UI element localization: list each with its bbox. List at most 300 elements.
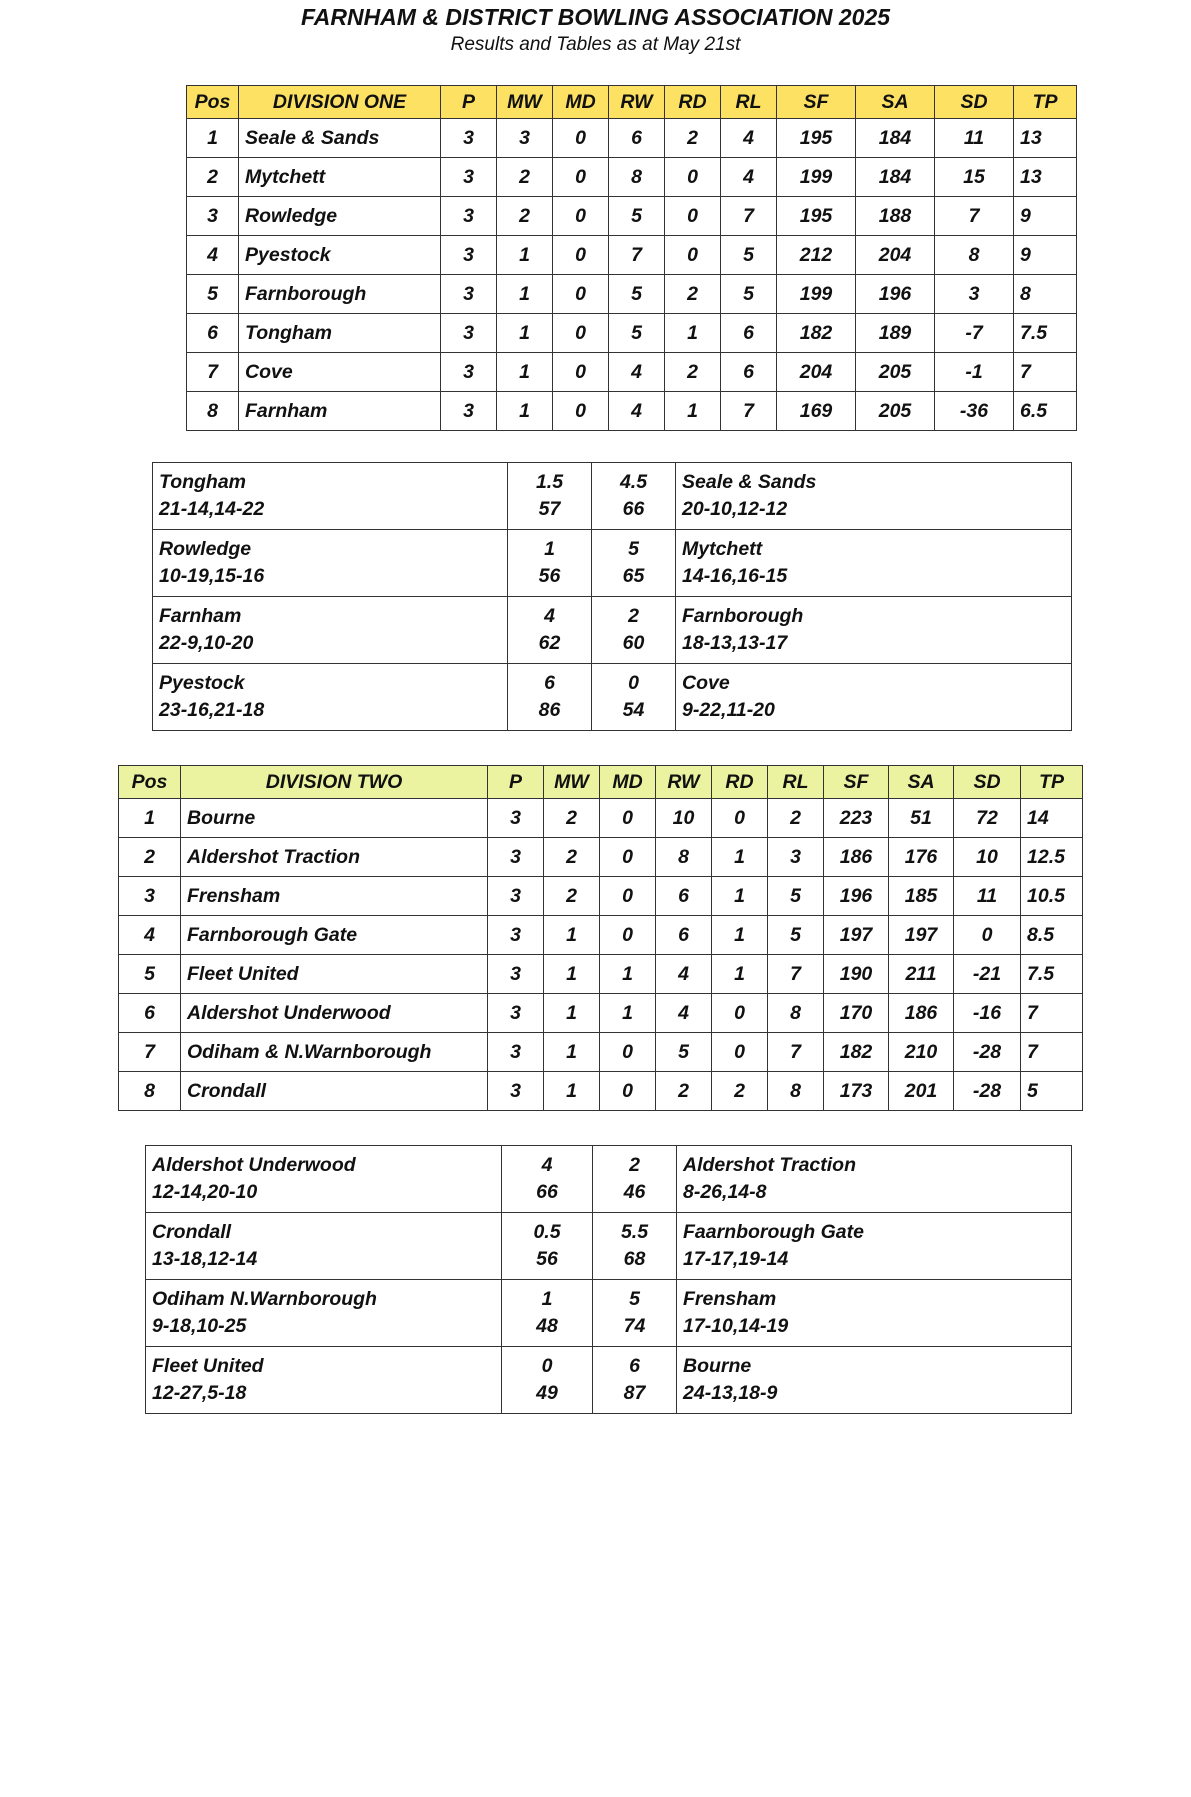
column-header: RW <box>656 766 712 799</box>
home-team-name: Aldershot Underwood <box>152 1154 356 1176</box>
sa-cell: 204 <box>856 236 935 275</box>
sd-cell: 7 <box>935 197 1014 236</box>
away-points-cell <box>593 1146 677 1213</box>
rw-cell: 5 <box>609 275 665 314</box>
home-team-name: Farnham <box>159 605 242 627</box>
rw-cell: 2 <box>656 1072 712 1111</box>
rd-cell: 0 <box>665 197 721 236</box>
home-team-name: Crondall <box>152 1221 232 1243</box>
home-shots: 56 <box>536 1248 558 1270</box>
team-cell: Rowledge <box>239 197 441 236</box>
away-rink-scores: 17-17,19-14 <box>683 1248 789 1270</box>
away-shots: 87 <box>623 1382 646 1404</box>
division-one-table <box>186 85 1077 431</box>
team-cell: Farnham <box>239 392 441 431</box>
mw-cell: 2 <box>544 799 600 838</box>
home-shots: 49 <box>536 1382 558 1404</box>
mw-cell: 1 <box>544 1033 600 1072</box>
away-team-cell <box>676 530 1072 597</box>
rl-cell: 5 <box>768 877 824 916</box>
away-team-name: Faarnborough Gate <box>683 1221 864 1243</box>
away-shots: 46 <box>623 1181 646 1203</box>
played-cell: 3 <box>441 275 497 314</box>
rl-cell: 6 <box>721 353 777 392</box>
sf-cell: 195 <box>777 197 856 236</box>
team-cell: Farnborough Gate <box>181 916 488 955</box>
tp-cell: 7.5 <box>1014 314 1077 353</box>
rl-cell: 4 <box>721 119 777 158</box>
column-header: P <box>441 86 497 119</box>
pos-cell: 8 <box>187 392 239 431</box>
sf-cell: 196 <box>824 877 889 916</box>
sf-cell: 169 <box>777 392 856 431</box>
away-team-name: Seale & Sands <box>682 471 817 493</box>
rw-cell: 10 <box>656 799 712 838</box>
rw-cell: 4 <box>656 994 712 1033</box>
sa-cell: 201 <box>889 1072 954 1111</box>
result-row <box>146 1280 1072 1347</box>
sd-cell: 11 <box>935 119 1014 158</box>
mw-cell: 1 <box>497 392 553 431</box>
away-shots: 66 <box>622 498 645 520</box>
sd-cell: -36 <box>935 392 1014 431</box>
played-cell: 3 <box>441 353 497 392</box>
played-cell: 3 <box>441 197 497 236</box>
page-subtitle: Results and Tables as at May 21st <box>450 34 741 55</box>
column-header: SD <box>935 86 1014 119</box>
sa-cell: 211 <box>889 955 954 994</box>
rl-cell: 2 <box>768 799 824 838</box>
column-header: Pos <box>187 86 239 119</box>
sa-cell: 186 <box>889 994 954 1033</box>
away-team-cell <box>676 463 1072 530</box>
rw-cell: 8 <box>656 838 712 877</box>
away-team-cell <box>677 1347 1072 1414</box>
home-rink-scores: 12-27,5-18 <box>152 1382 247 1404</box>
sf-cell: 223 <box>824 799 889 838</box>
sa-cell: 185 <box>889 877 954 916</box>
away-points: 2 <box>629 1154 640 1176</box>
played-cell: 3 <box>488 799 544 838</box>
rl-cell: 7 <box>768 1033 824 1072</box>
played-cell: 3 <box>441 236 497 275</box>
team-cell: Aldershot Underwood <box>181 994 488 1033</box>
tp-cell: 7 <box>1014 353 1077 392</box>
sa-cell: 205 <box>856 353 935 392</box>
column-header: Pos <box>119 766 181 799</box>
md-cell: 0 <box>600 1072 656 1111</box>
home-rink-scores: 12-14,20-10 <box>152 1181 258 1203</box>
column-header: RL <box>721 86 777 119</box>
pos-cell: 6 <box>187 314 239 353</box>
rl-cell: 3 <box>768 838 824 877</box>
team-cell: Aldershot Traction <box>181 838 488 877</box>
sd-cell: -28 <box>954 1033 1021 1072</box>
away-shots: 65 <box>622 565 645 587</box>
home-team-name: Odiham N.Warnborough <box>152 1288 377 1310</box>
table-header-row <box>119 766 1083 799</box>
tp-cell: 10.5 <box>1021 877 1083 916</box>
rw-cell: 6 <box>656 877 712 916</box>
rl-cell: 7 <box>721 197 777 236</box>
sf-cell: 190 <box>824 955 889 994</box>
rd-cell: 2 <box>712 1072 768 1111</box>
tp-cell: 8.5 <box>1021 916 1083 955</box>
home-team-cell <box>146 1213 502 1280</box>
away-shots: 74 <box>623 1315 646 1337</box>
away-points-cell <box>592 664 676 731</box>
md-cell: 1 <box>600 994 656 1033</box>
table-row <box>187 275 1077 314</box>
result-row <box>153 664 1072 731</box>
mw-cell: 3 <box>497 119 553 158</box>
sd-cell: 8 <box>935 236 1014 275</box>
home-team-cell <box>146 1280 502 1347</box>
sd-cell: -21 <box>954 955 1021 994</box>
rd-cell: 1 <box>665 314 721 353</box>
rw-cell: 4 <box>609 392 665 431</box>
sd-cell: -7 <box>935 314 1014 353</box>
sd-cell: -1 <box>935 353 1014 392</box>
column-header: TP <box>1021 766 1083 799</box>
away-rink-scores: 24-13,18-9 <box>683 1382 778 1404</box>
away-points-cell <box>592 530 676 597</box>
pos-cell: 2 <box>187 158 239 197</box>
pos-cell: 8 <box>119 1072 181 1111</box>
rl-cell: 5 <box>768 916 824 955</box>
sd-cell: -16 <box>954 994 1021 1033</box>
result-row <box>153 597 1072 664</box>
away-team-name: Farnborough <box>682 605 804 627</box>
pos-cell: 7 <box>119 1033 181 1072</box>
away-team-name: Frensham <box>683 1288 777 1310</box>
pos-cell: 3 <box>187 197 239 236</box>
pos-cell: 5 <box>119 955 181 994</box>
home-points-cell <box>502 1280 593 1347</box>
away-points: 4.5 <box>619 471 648 493</box>
rw-cell: 4 <box>609 353 665 392</box>
team-cell: Bourne <box>181 799 488 838</box>
home-points-cell <box>508 463 592 530</box>
away-points-cell <box>593 1347 677 1414</box>
rd-cell: 0 <box>712 994 768 1033</box>
home-rink-scores: 22-9,10-20 <box>159 632 254 654</box>
away-team-name: Bourne <box>683 1355 752 1377</box>
home-team-cell <box>153 530 508 597</box>
pos-cell: 6 <box>119 994 181 1033</box>
home-rink-scores: 13-18,12-14 <box>152 1248 258 1270</box>
rd-cell: 1 <box>712 955 768 994</box>
page-title: FARNHAM & DISTRICT BOWLING ASSOCIATION 2025 <box>300 4 891 30</box>
home-rink-scores: 23-16,21-18 <box>159 699 265 721</box>
away-rink-scores: 14-16,16-15 <box>682 565 788 587</box>
table-row <box>187 158 1077 197</box>
column-header: SD <box>954 766 1021 799</box>
away-points-cell <box>592 463 676 530</box>
rw-cell: 4 <box>656 955 712 994</box>
column-header: RL <box>768 766 824 799</box>
rw-cell: 6 <box>609 119 665 158</box>
pos-cell: 2 <box>119 838 181 877</box>
home-shots: 57 <box>538 498 561 520</box>
away-points-cell <box>593 1213 677 1280</box>
column-header: RD <box>712 766 768 799</box>
played-cell: 3 <box>488 877 544 916</box>
away-points: 5.5 <box>620 1221 649 1243</box>
table-row <box>187 392 1077 431</box>
column-header: SA <box>856 86 935 119</box>
played-cell: 3 <box>441 119 497 158</box>
tp-cell: 7 <box>1021 1033 1083 1072</box>
result-row <box>146 1347 1072 1414</box>
md-cell: 0 <box>553 314 609 353</box>
sf-cell: 212 <box>777 236 856 275</box>
column-header: DIVISION ONE <box>239 86 441 119</box>
division-two-table <box>118 765 1083 1111</box>
rl-cell: 6 <box>721 314 777 353</box>
rd-cell: 2 <box>665 353 721 392</box>
home-points: 1.5 <box>535 471 564 493</box>
sd-cell: 11 <box>954 877 1021 916</box>
md-cell: 0 <box>553 236 609 275</box>
home-team-name: Tongham <box>159 471 247 493</box>
played-cell: 3 <box>488 1072 544 1111</box>
pos-cell: 1 <box>119 799 181 838</box>
result-row <box>153 530 1072 597</box>
rl-cell: 7 <box>721 392 777 431</box>
away-team-cell <box>677 1280 1072 1347</box>
table-row <box>119 1072 1083 1111</box>
away-shots: 54 <box>622 699 645 721</box>
sd-cell: -28 <box>954 1072 1021 1111</box>
mw-cell: 1 <box>544 916 600 955</box>
away-points: 6 <box>629 1355 640 1377</box>
division-one-results <box>152 462 1072 731</box>
rl-cell: 5 <box>721 275 777 314</box>
played-cell: 3 <box>488 1033 544 1072</box>
home-points-cell <box>502 1146 593 1213</box>
played-cell: 3 <box>488 916 544 955</box>
rl-cell: 8 <box>768 994 824 1033</box>
home-shots: 66 <box>536 1181 558 1203</box>
rd-cell: 1 <box>712 877 768 916</box>
home-points: 4 <box>544 605 555 627</box>
sa-cell: 188 <box>856 197 935 236</box>
away-rink-scores: 9-22,11-20 <box>682 699 775 721</box>
mw-cell: 1 <box>497 314 553 353</box>
mw-cell: 2 <box>497 158 553 197</box>
rd-cell: 0 <box>665 158 721 197</box>
column-header: RW <box>609 86 665 119</box>
md-cell: 0 <box>553 353 609 392</box>
column-header: MD <box>553 86 609 119</box>
md-cell: 0 <box>553 119 609 158</box>
rd-cell: 1 <box>665 392 721 431</box>
home-points-cell <box>508 664 592 731</box>
md-cell: 0 <box>600 799 656 838</box>
team-cell: Frensham <box>181 877 488 916</box>
mw-cell: 1 <box>544 955 600 994</box>
table-row <box>187 353 1077 392</box>
md-cell: 0 <box>553 392 609 431</box>
md-cell: 0 <box>600 916 656 955</box>
rd-cell: 2 <box>665 119 721 158</box>
sf-cell: 197 <box>824 916 889 955</box>
md-cell: 0 <box>553 275 609 314</box>
away-rink-scores: 18-13,13-17 <box>682 632 788 654</box>
sa-cell: 184 <box>856 158 935 197</box>
rw-cell: 5 <box>609 314 665 353</box>
sa-cell: 197 <box>889 916 954 955</box>
away-rink-scores: 17-10,14-19 <box>683 1315 789 1337</box>
mw-cell: 1 <box>497 353 553 392</box>
sf-cell: 195 <box>777 119 856 158</box>
away-team-cell <box>677 1146 1072 1213</box>
mw-cell: 2 <box>544 877 600 916</box>
sf-cell: 199 <box>777 275 856 314</box>
away-rink-scores: 20-10,12-12 <box>682 498 788 520</box>
rl-cell: 8 <box>768 1072 824 1111</box>
pos-cell: 5 <box>187 275 239 314</box>
sf-cell: 186 <box>824 838 889 877</box>
result-row <box>146 1146 1072 1213</box>
away-points-cell <box>592 597 676 664</box>
md-cell: 0 <box>600 1033 656 1072</box>
tp-cell: 12.5 <box>1021 838 1083 877</box>
home-points-cell <box>502 1347 593 1414</box>
sd-cell: 3 <box>935 275 1014 314</box>
sf-cell: 182 <box>824 1033 889 1072</box>
home-points: 4 <box>541 1154 553 1176</box>
table-row <box>187 197 1077 236</box>
played-cell: 3 <box>488 994 544 1033</box>
pos-cell: 3 <box>119 877 181 916</box>
away-team-cell <box>677 1213 1072 1280</box>
team-cell: Seale & Sands <box>239 119 441 158</box>
home-points: 1 <box>541 1288 553 1310</box>
mw-cell: 1 <box>497 236 553 275</box>
md-cell: 0 <box>553 158 609 197</box>
column-header: MW <box>544 766 600 799</box>
column-header: MD <box>600 766 656 799</box>
home-points-cell <box>502 1213 593 1280</box>
table-header-row <box>187 86 1077 119</box>
away-shots: 60 <box>622 632 645 654</box>
rw-cell: 6 <box>656 916 712 955</box>
mw-cell: 2 <box>497 197 553 236</box>
column-header: SF <box>777 86 856 119</box>
column-header: MW <box>497 86 553 119</box>
away-points: 0 <box>628 672 639 694</box>
sf-cell: 170 <box>824 994 889 1033</box>
team-cell: Odiham & N.Warnborough <box>181 1033 488 1072</box>
mw-cell: 1 <box>544 994 600 1033</box>
sa-cell: 184 <box>856 119 935 158</box>
mw-cell: 1 <box>497 275 553 314</box>
mw-cell: 2 <box>544 838 600 877</box>
team-cell: Mytchett <box>239 158 441 197</box>
home-shots: 56 <box>538 565 561 587</box>
table-row <box>187 314 1077 353</box>
home-team-name: Pyestock <box>159 672 245 694</box>
sf-cell: 173 <box>824 1072 889 1111</box>
tp-cell: 7.5 <box>1021 955 1083 994</box>
team-cell: Farnborough <box>239 275 441 314</box>
home-team-cell <box>146 1347 502 1414</box>
played-cell: 3 <box>441 314 497 353</box>
tp-cell: 6.5 <box>1014 392 1077 431</box>
home-points: 0 <box>541 1355 553 1377</box>
tp-cell: 9 <box>1014 197 1077 236</box>
rd-cell: 2 <box>665 275 721 314</box>
rw-cell: 5 <box>609 197 665 236</box>
md-cell: 0 <box>600 838 656 877</box>
away-points-cell <box>593 1280 677 1347</box>
md-cell: 0 <box>553 197 609 236</box>
home-points-cell <box>508 597 592 664</box>
column-header: SF <box>824 766 889 799</box>
tp-cell: 5 <box>1021 1072 1083 1111</box>
tp-cell: 9 <box>1014 236 1077 275</box>
tp-cell: 7 <box>1021 994 1083 1033</box>
rd-cell: 1 <box>712 838 768 877</box>
table-row <box>187 119 1077 158</box>
column-header: DIVISION TWO <box>181 766 488 799</box>
home-team-name: Rowledge <box>159 538 252 560</box>
away-points: 5 <box>629 1288 640 1310</box>
table-row <box>187 236 1077 275</box>
table-row <box>119 994 1083 1033</box>
sd-cell: 15 <box>935 158 1014 197</box>
column-header: SA <box>889 766 954 799</box>
played-cell: 3 <box>488 955 544 994</box>
table-row <box>119 1033 1083 1072</box>
rd-cell: 0 <box>712 1033 768 1072</box>
rw-cell: 8 <box>609 158 665 197</box>
tp-cell: 14 <box>1021 799 1083 838</box>
rd-cell: 0 <box>712 799 768 838</box>
sa-cell: 210 <box>889 1033 954 1072</box>
result-row <box>153 463 1072 530</box>
md-cell: 1 <box>600 955 656 994</box>
sf-cell: 204 <box>777 353 856 392</box>
sd-cell: 10 <box>954 838 1021 877</box>
sf-cell: 182 <box>777 314 856 353</box>
table-row <box>119 838 1083 877</box>
column-header: RD <box>665 86 721 119</box>
played-cell: 3 <box>441 158 497 197</box>
home-shots: 62 <box>538 632 561 654</box>
pos-cell: 7 <box>187 353 239 392</box>
home-shots: 86 <box>538 699 561 721</box>
rl-cell: 5 <box>721 236 777 275</box>
team-cell: Crondall <box>181 1072 488 1111</box>
table-row <box>119 799 1083 838</box>
table-row <box>119 955 1083 994</box>
home-team-name: Fleet United <box>152 1355 264 1377</box>
table-row <box>119 916 1083 955</box>
away-team-cell <box>676 664 1072 731</box>
played-cell: 3 <box>488 838 544 877</box>
team-cell: Tongham <box>239 314 441 353</box>
home-points: 6 <box>544 672 555 694</box>
rd-cell: 0 <box>665 236 721 275</box>
home-rink-scores: 10-19,15-16 <box>159 565 265 587</box>
away-team-name: Mytchett <box>682 538 763 560</box>
tp-cell: 8 <box>1014 275 1077 314</box>
mw-cell: 1 <box>544 1072 600 1111</box>
pos-cell: 4 <box>119 916 181 955</box>
